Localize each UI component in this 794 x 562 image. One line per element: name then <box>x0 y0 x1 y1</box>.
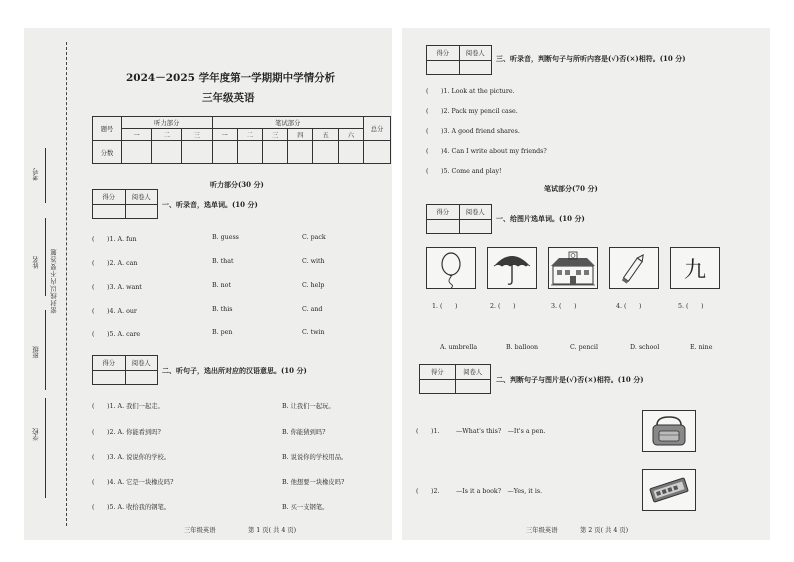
option-b: B. 你能猜到吗? <box>282 429 326 436</box>
question-item[interactable]: ( )5. Come and play! <box>426 168 502 175</box>
grader-box <box>426 204 492 234</box>
score-cell[interactable] <box>288 141 313 164</box>
seal-dashed-line <box>66 42 67 526</box>
score-table-header-total: 总分 <box>364 117 391 141</box>
question-item[interactable]: ( )1. A. fun <box>92 236 137 243</box>
grader-box-grader-cell[interactable] <box>125 205 158 219</box>
grader-box-score-cell[interactable] <box>427 220 459 234</box>
footer-subject: 三年级英语 <box>184 527 216 534</box>
option-c: C. help <box>302 282 325 289</box>
score-cell[interactable] <box>152 141 182 164</box>
grader-box-grader-label: 阅卷人 <box>459 46 492 60</box>
score-table-col: 一 <box>122 129 152 141</box>
question-item[interactable]: ( )5. A. care <box>92 331 141 338</box>
score-table-header-written: 笔试部分 <box>212 117 363 129</box>
option-b: B. this <box>212 306 233 313</box>
written-part-title: 笔试部分(70 分) <box>544 184 598 193</box>
option-c: C. and <box>302 306 323 313</box>
listening-part-title: 听力部分(30 分) <box>210 180 264 189</box>
option-c: C. with <box>302 258 325 265</box>
score-cell[interactable] <box>182 141 212 164</box>
exam-subtitle: 三年级英语 <box>202 92 255 104</box>
exam-title: 2024－2025 学年度第一学期期中学情分析 <box>126 72 336 84</box>
question-item[interactable]: ( )3. A. 说说你的学校。 <box>92 454 171 461</box>
balloon-picture <box>426 247 476 289</box>
word-option: E. nine <box>690 344 713 351</box>
option-c: C. pack <box>302 234 326 241</box>
grader-box-score-label: 得分 <box>102 194 116 202</box>
grader-box-grader-label: 阅卷人 <box>125 356 158 370</box>
question-item[interactable]: ( )4. A. 它是一块橡皮吗? <box>92 479 174 486</box>
pencil-picture <box>609 247 659 289</box>
score-table-header-listening: 听力部分 <box>122 117 213 129</box>
picture-answer-blank[interactable]: 2. ( ) <box>490 303 516 310</box>
option-b: B. pen <box>212 329 233 336</box>
question-item[interactable]: ( )2. <box>416 488 440 495</box>
grader-box-score-label: 得分 <box>102 360 116 368</box>
score-table-header-number: 题号 <box>93 117 122 141</box>
score-table-col: 六 <box>338 129 363 141</box>
score-cell[interactable] <box>313 141 338 164</box>
score-table-col: 三 <box>182 129 212 141</box>
w-section-2-title: 二、判断句子与图片是(√)否(×)相符。(10 分) <box>496 375 644 384</box>
grader-box-score-label: 得分 <box>436 209 450 217</box>
binding-name-label: 姓名 <box>33 256 40 269</box>
binding-school-label: 学校 <box>33 428 40 441</box>
grader-box <box>419 364 491 394</box>
score-cell[interactable] <box>212 141 237 164</box>
score-table-col: 四 <box>288 129 313 141</box>
option-b: B. 说说你的学校用品。 <box>282 454 348 461</box>
score-table <box>92 116 391 164</box>
grader-box-score-cell[interactable] <box>93 371 125 385</box>
option-b: B. not <box>212 282 232 289</box>
binding-line-exam-no <box>45 148 46 203</box>
grader-box-grader-label: 阅卷人 <box>455 365 491 379</box>
picture-answer-blank[interactable]: 1. ( ) <box>432 303 458 310</box>
score-table-col: 二 <box>237 129 262 141</box>
grader-box <box>426 45 492 75</box>
option-b: B. that <box>212 258 234 265</box>
score-cell[interactable] <box>364 141 391 164</box>
question-item[interactable]: ( )3. A good friend shares. <box>426 128 520 135</box>
score-table-col: 二 <box>152 129 182 141</box>
binding-class-label: 班级 <box>33 346 40 359</box>
option-b: B. guess <box>212 234 239 241</box>
question-item[interactable]: ( )4. A. our <box>92 308 137 315</box>
grader-box-score-label: 得分 <box>436 50 450 58</box>
word-option: C. pencil <box>570 344 598 351</box>
grader-box <box>92 189 158 219</box>
footer-page-number: 第 2 页( 共 4 页) <box>580 527 629 534</box>
grader-box-score-label: 得分 <box>430 369 444 377</box>
nine-character: 九 <box>683 257 706 283</box>
question-item[interactable]: ( )1. A. 我们一起走。 <box>92 403 164 410</box>
grader-box-grader-label: 阅卷人 <box>459 205 492 219</box>
grader-box-score-cell[interactable] <box>93 205 125 219</box>
binding-line-school <box>45 398 46 498</box>
score-table-col: 五 <box>313 129 338 141</box>
score-table-col: 一 <box>212 129 237 141</box>
picture-answer-blank[interactable]: 3. ( ) <box>551 303 577 310</box>
option-c: C. twin <box>302 329 325 336</box>
picture-answer-blank[interactable]: 4. ( ) <box>616 303 642 310</box>
grader-box-grader-cell[interactable] <box>455 380 491 394</box>
grader-box <box>92 355 158 385</box>
binding-line-name <box>45 218 46 296</box>
option-b: B. 买一支钢笔。 <box>282 504 329 511</box>
score-cell[interactable] <box>122 141 152 164</box>
option-b: B. 让我们一起玩。 <box>282 403 335 410</box>
question-text: —Is it a book? —Yes, it is. <box>456 488 543 495</box>
question-text: —What's this? —It's a pen. <box>456 428 546 435</box>
score-table-row-score-label: 分数 <box>93 141 122 164</box>
question-item[interactable]: ( )5. A. 收拾我的钢笔。 <box>92 504 171 511</box>
grader-box-grader-cell[interactable] <box>459 61 492 75</box>
grader-box-score-cell[interactable] <box>420 380 455 394</box>
pencil-box-picture <box>642 469 696 511</box>
question-item[interactable]: ( )2. Pack my pencil case. <box>426 108 518 115</box>
section-1-title: 一、听录音，选单词。(10 分) <box>162 200 258 209</box>
score-cell[interactable] <box>338 141 363 164</box>
footer-subject: 三年级英语 <box>526 527 558 534</box>
exam-page-1 <box>24 28 392 540</box>
word-option: B. balloon <box>506 344 539 351</box>
section-2-title: 二、听句子，选出所对应的汉语意思。(10 分) <box>162 366 307 375</box>
umbrella-picture <box>487 247 537 289</box>
score-cell[interactable] <box>237 141 262 164</box>
exam-page-2 <box>402 28 770 540</box>
question-item[interactable]: ( )2. A. can <box>92 260 138 267</box>
grader-box-score-cell[interactable] <box>427 61 459 75</box>
grader-box-grader-label: 阅卷人 <box>125 190 158 204</box>
grader-box-grader-cell[interactable] <box>125 371 158 385</box>
school-bag-picture <box>642 410 696 452</box>
footer-page-number: 第 1 页( 共 4 页) <box>248 527 297 534</box>
section-3-title: 三、听录音，判断句子与所听内容是(√)否(×)相符。(10 分) <box>496 54 686 63</box>
score-table-col: 三 <box>263 129 288 141</box>
binding-warning: 密封线以内不要答题 <box>51 248 58 314</box>
score-cell[interactable] <box>263 141 288 164</box>
option-b: B. 他想要一块橡皮吗? <box>282 479 345 486</box>
question-item[interactable]: ( )2. A. 你能看到吗? <box>92 429 161 436</box>
question-item[interactable]: ( )1. <box>416 428 440 435</box>
picture-answer-blank[interactable]: 5. ( ) <box>678 303 704 310</box>
question-item[interactable]: ( )4. Can I write about my friends? <box>426 148 547 155</box>
w-section-1-title: 一、给图片选单词。(10 分) <box>496 214 585 223</box>
word-option: D. school <box>630 344 660 351</box>
binding-exam-no-label: 考号 <box>33 168 40 181</box>
nine-character-picture <box>670 247 720 289</box>
grader-box-grader-cell[interactable] <box>459 220 492 234</box>
question-item[interactable]: ( )3. A. want <box>92 284 142 291</box>
school-picture <box>548 247 598 289</box>
question-item[interactable]: ( )1. Look at the picture. <box>426 88 515 95</box>
binding-line-class <box>45 310 46 390</box>
word-option: A. umbrella <box>440 344 478 351</box>
